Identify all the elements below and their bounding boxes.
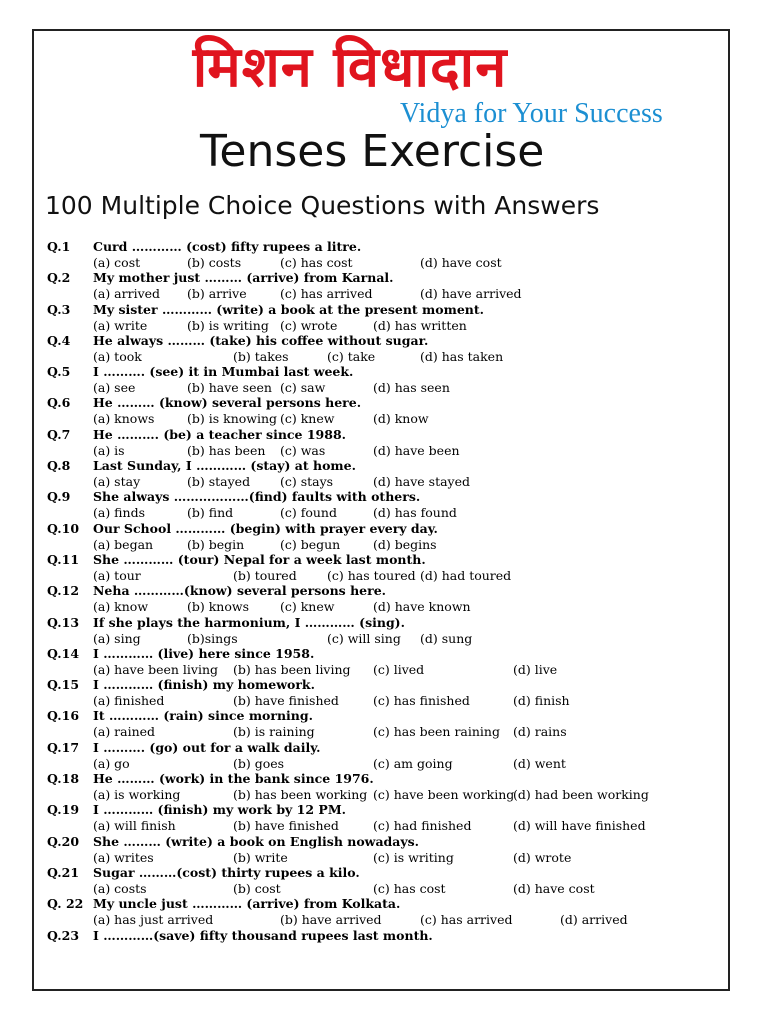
answer-option: (c) has arrived: [280, 286, 373, 302]
answer-option: (a) rained: [93, 724, 156, 740]
answer-option: (b) have arrived: [280, 912, 382, 928]
answer-option: (a) sing: [93, 630, 141, 646]
answer-option: (d) have stayed: [373, 474, 471, 490]
question-text: My uncle just ………… (arrive) from Kolkata.: [93, 896, 401, 912]
question-number: Q.15: [47, 677, 80, 693]
answer-option: (b) have finished: [233, 818, 339, 834]
answer-option: (b) goes: [233, 755, 285, 771]
answer-option: (c) had finished: [373, 818, 472, 834]
answer-option: (c) was: [280, 442, 326, 458]
question-number: Q.1: [47, 239, 71, 254]
question-item: [0, 364, 768, 395]
question-text: He ……… (know) several persons here.: [93, 395, 362, 411]
answer-option: (a) took: [93, 348, 142, 364]
question-item: [0, 521, 768, 552]
answer-option: (b) toured: [233, 567, 297, 583]
answer-option: (b) has been living: [233, 661, 351, 677]
answer-option: (d) have known: [373, 599, 471, 615]
answer-option: (a) see: [93, 380, 136, 396]
answer-option: (b) cost: [233, 880, 281, 896]
answer-option: (a) have been living: [93, 661, 219, 677]
answer-option: (d) have arrived: [420, 286, 522, 302]
question-item: [0, 333, 768, 364]
answer-option: (a) has just arrived: [93, 912, 214, 928]
question-number: Q.12: [47, 583, 80, 599]
answer-option: (d) have cost: [513, 880, 595, 896]
question-item: [0, 302, 768, 333]
question-item: [0, 583, 768, 614]
answer-option: (d) has taken: [420, 348, 504, 364]
answer-option: (b) knows: [187, 599, 249, 615]
question-number: Q.6: [47, 395, 71, 411]
question-number: Q.11: [47, 551, 80, 567]
question-text: I …………(save) fifty thousand rupees last month.: [93, 927, 433, 943]
question-number: Q.3: [47, 301, 71, 317]
answer-option: (d) have cost: [420, 255, 502, 270]
answer-option: (d) had been working: [513, 787, 649, 803]
question-text: He ……… (work) in the bank since 1976.: [93, 771, 374, 787]
question-item: [0, 458, 768, 489]
question-text: Neha …………(know) several persons here.: [93, 583, 386, 599]
question-text: She always ………………(find) faults with others.: [93, 489, 421, 505]
question-number: Q.13: [47, 614, 80, 630]
answer-option: (d) finish: [513, 693, 570, 709]
answer-option: (b) arrive: [187, 286, 247, 302]
answer-option: (d) arrived: [560, 912, 628, 928]
question-number: Q.8: [47, 458, 71, 474]
answer-option: (c) will sing: [327, 630, 401, 646]
question-number: Q.20: [47, 833, 80, 849]
answer-option: (d) has found: [373, 505, 457, 521]
question-number: Q.23: [47, 927, 80, 943]
answer-option: (a) cost: [93, 255, 141, 270]
question-text: She ……… (write) a book on English nowadays.: [93, 833, 420, 849]
answer-option: (b) is raining: [233, 724, 315, 740]
question-item: [0, 427, 768, 458]
question-number: Q.19: [47, 802, 80, 818]
answer-option: (b) costs: [187, 255, 242, 270]
answer-option: (b) write: [233, 849, 288, 865]
page-title: Tenses Exercise: [200, 126, 545, 177]
answer-option: (a) costs: [93, 880, 147, 896]
question-text: I ………… (live) here since 1958.: [93, 645, 315, 661]
answer-option: (a) is: [93, 442, 125, 458]
question-text: Our School ………… (begin) with prayer every day.: [93, 520, 438, 536]
question-text: Curd ………… (cost) fifty rupees a litre.: [93, 239, 362, 254]
question-text: It ………… (rain) since morning.: [93, 708, 313, 724]
answer-option: (c) knew: [280, 411, 335, 427]
question-item: [0, 896, 768, 927]
question-item: [0, 646, 768, 677]
answer-option: (c) has toured: [327, 567, 416, 583]
question-item: [0, 802, 768, 833]
answer-option: (a) tour: [93, 567, 141, 583]
question-number: Q.10: [47, 520, 80, 536]
answer-option: (c) knew: [280, 599, 335, 615]
question-text: I ………… (finish) my homework.: [93, 677, 315, 693]
question-text: He always ……… (take) his coffee without sugar.: [93, 332, 429, 348]
answer-option: (c) saw: [280, 380, 326, 396]
answer-option: (a) go: [93, 755, 130, 771]
answer-option: (c) found: [280, 505, 337, 521]
question-number: Q.16: [47, 708, 80, 724]
question-number: Q.9: [47, 489, 71, 505]
answer-option: (c) lived: [373, 661, 425, 677]
answer-option: (a) finished: [93, 693, 165, 709]
answer-option: (b) stayed: [187, 474, 251, 490]
question-number: Q.4: [47, 332, 71, 348]
question-item: [0, 928, 768, 959]
answer-option: (d) live: [513, 661, 558, 677]
question-text: I ………. (go) out for a walk daily.: [93, 739, 321, 755]
answer-option: (d) wrote: [513, 849, 572, 865]
answer-option: (c) has cost: [373, 880, 446, 896]
question-text: Last Sunday, I ………… (stay) at home.: [93, 458, 356, 474]
answer-option: (c) am going: [373, 755, 453, 771]
answer-option: (d) will have finished: [513, 818, 646, 834]
question-item: [0, 489, 768, 520]
answer-option: (c) has cost: [280, 255, 353, 270]
question-item: [0, 834, 768, 865]
answer-option: (d) know: [373, 411, 429, 427]
answer-option: (b)sings: [187, 630, 238, 646]
question-list: [0, 239, 768, 959]
question-item: [0, 239, 768, 270]
answer-option: (d) sung: [420, 630, 473, 646]
question-number: Q.7: [47, 426, 71, 442]
answer-option: (c) has finished: [373, 693, 470, 709]
answer-option: (b) has been working: [233, 787, 368, 803]
answer-option: (c) begun: [280, 536, 341, 552]
answer-option: (c) has been raining: [373, 724, 500, 740]
answer-option: (d) begins: [373, 536, 437, 552]
question-item: [0, 552, 768, 583]
question-number: Q.21: [47, 864, 80, 880]
question-item: [0, 395, 768, 426]
answer-option: (c) is writing: [373, 849, 454, 865]
answer-option: (b) find: [187, 505, 234, 521]
question-number: Q.14: [47, 645, 80, 661]
question-item: [0, 865, 768, 896]
answer-option: (a) stay: [93, 474, 141, 490]
answer-option: (c) stays: [280, 474, 334, 490]
answer-option: (b) have finished: [233, 693, 339, 709]
question-number: Q.17: [47, 739, 80, 755]
page-subtitle: 100 Multiple Choice Questions with Answers: [45, 191, 600, 220]
answer-option: (d) has seen: [373, 380, 450, 396]
answer-option: (b) is writing: [187, 317, 269, 333]
answer-option: (b) is knowing: [187, 411, 278, 427]
answer-option: (a) writes: [93, 849, 154, 865]
answer-option: (a) will finish: [93, 818, 176, 834]
answer-option: (a) began: [93, 536, 154, 552]
answer-option: (a) write: [93, 317, 148, 333]
question-number: Q.5: [47, 364, 71, 380]
answer-option: (d) have been: [373, 442, 460, 458]
question-text: My sister ………… (write) a book at the present moment.: [93, 301, 485, 317]
answer-option: (b) takes: [233, 348, 289, 364]
question-text: He ………. (be) a teacher since 1988.: [93, 426, 346, 442]
answer-option: (b) have seen: [187, 380, 272, 396]
answer-option: (c) wrote: [280, 317, 338, 333]
answer-option: (c) take: [327, 348, 376, 364]
question-text: Sugar ………(cost) thirty rupees a kilo.: [93, 864, 360, 880]
answer-option: (d) went: [513, 755, 566, 771]
answer-option: (c) has arrived: [420, 912, 513, 928]
answer-option: (a) knows: [93, 411, 155, 427]
question-text: If she plays the harmonium, I ………… (sing).: [93, 614, 405, 630]
question-item: [0, 771, 768, 802]
question-number: Q. 22: [47, 896, 84, 912]
question-text: She ………… (tour) Nepal for a week last month.: [93, 551, 426, 567]
answer-option: (a) know: [93, 599, 149, 615]
question-text: I ………. (see) it in Mumbai last week.: [93, 364, 354, 380]
question-item: [0, 740, 768, 771]
answer-option: (d) has written: [373, 317, 467, 333]
question-text: My mother just ……… (arrive) from Karnal.: [93, 270, 394, 286]
question-text: I ………… (finish) my work by 12 PM.: [93, 802, 347, 818]
brand-logo-title: मिशन विधादान: [192, 35, 508, 100]
answer-option: (d) rains: [513, 724, 567, 740]
answer-option: (c) have been working: [373, 787, 515, 803]
answer-option: (b) begin: [187, 536, 245, 552]
answer-option: (d) had toured: [420, 567, 512, 583]
question-item: [0, 615, 768, 646]
answer-option: (a) arrived: [93, 286, 161, 302]
question-item: [0, 677, 768, 708]
question-number: Q.18: [47, 771, 80, 787]
answer-option: (a) finds: [93, 505, 145, 521]
question-number: Q.2: [47, 270, 71, 286]
answer-option: (a) is working: [93, 787, 181, 803]
question-item: [0, 708, 768, 739]
question-item: [0, 270, 768, 301]
answer-option: (b) has been: [187, 442, 266, 458]
brand-tagline: Vidya for Your Success: [400, 98, 663, 129]
